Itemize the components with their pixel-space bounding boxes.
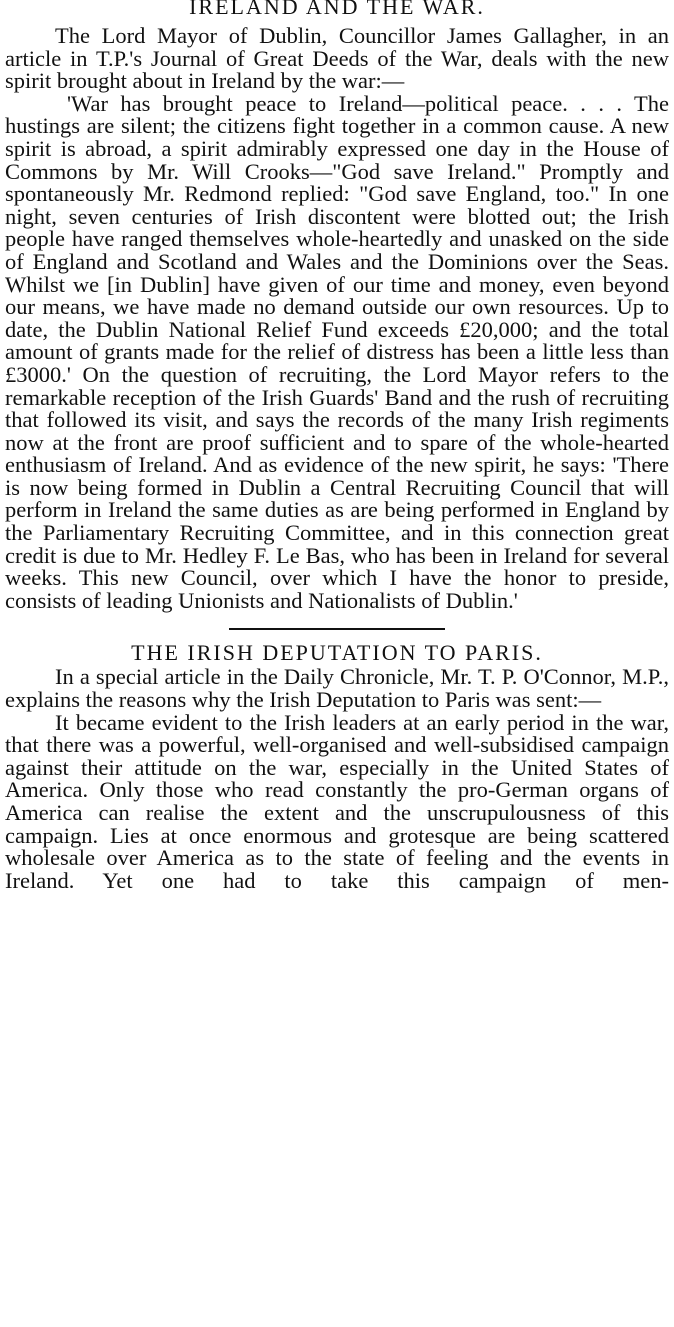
article1-paragraph-intro: The Lord Mayor of Dublin, Councillor James Gallagher, in an article in T.P.'s Journal of Great Deeds of the War, deals with the new spirit brought about in Ireland by the war:—	[5, 23, 669, 94]
article1-heading: IRELAND AND THE WAR.	[189, 0, 485, 19]
article2-paragraph-body: It became evident to the Irish leaders at an early period in the war, that there was a powerful, well-organised and well-subsidised campaign against their attitude on the war, especially in the United States of America. Only those who read constantly the pro-German organs of America can realise the extent and the unscrupulousness of this campaign. Lies at once enormous and grotesque are being scattered wholesale over America as to the state of feeling and the events in Ireland. Yet one had to take this campaign of men-	[5, 709, 669, 893]
section-divider	[229, 628, 445, 630]
article1-paragraph-body: 'War has brought peace to Ireland—political peace. . . . The hustings are silent; the citizens fight together in a common cause. A new spirit is abroad, a spirit admirably expressed one day in the House of Commons by Mr. Will Crooks—"God save Ireland." Promptly and spontaneously Mr. Redmond replied: "God save England, too." In one night, seven centuries of Irish discontent were blotted out; the Irish people have ranged themselves whole-heartedly and unasked on the side of England and Scotland and Wales and the Dominions over the Seas. Whilst we [in Dublin] have given of our time and money, even beyond our means, we have made no demand outside our own resources. Up to date, the Dublin National Relief Fund exceeds £20,000; and the total amount of grants made for the relief of distress has been a little less than £3000.' On the question of recruiting, the Lord Mayor refers to the remarkable reception of the Irish Guards' Band and the rush of recruiting that followed its visit, and says the records of the many Irish regiments now at the front are proof sufficient and to spare of the whole-hearted enthusiasm of Ireland. And as evidence of the new spirit, he says: 'There is now being formed in Dublin a Central Recruiting Council that will perform in Ireland the same duties as are being performed in England by the Parliamentary Recruiting Committee, and in this connection great credit is due to Mr. Hedley F. Le Bas, who has been in Ireland for several weeks. This new Council, over which I have the honor to preside, consists of leading Unionists and Nationalists of Dublin.'	[5, 90, 669, 613]
article2-paragraph-intro: In a special article in the Daily Chronicle, Mr. T. P. O'Connor, M.P., explains the reasons why the Irish Deputation to Paris was sent:—	[5, 664, 669, 713]
article2-heading: THE IRISH DEPUTATION TO PARIS.	[131, 640, 543, 666]
